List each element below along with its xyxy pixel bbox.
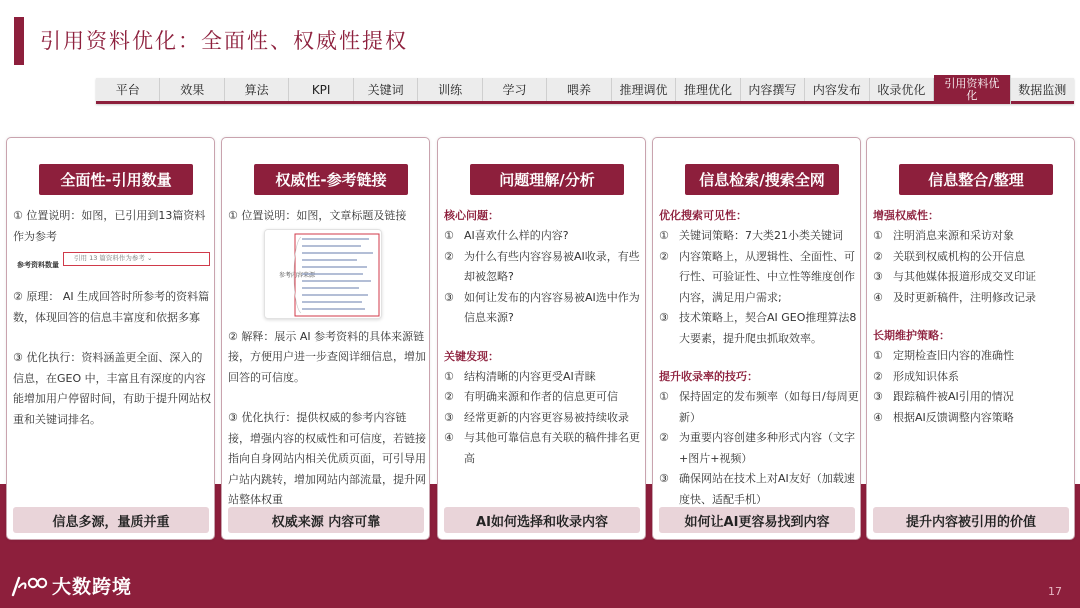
list-item: ② 内容策略上，从逻辑性、全面性、可行性、可验证性、中立性等维度创作内容，满足用户需求; (659, 249, 855, 304)
card-footer: 如何让AI更容易找到内容 (659, 507, 855, 533)
reference-count-label: 参考资料数量 (17, 261, 59, 269)
card-header: 信息整合/整理 (899, 164, 1053, 195)
card-footer: AI如何选择和收录内容 (444, 507, 640, 533)
list-item: ② 有明确来源和作者的信息更可信 (444, 390, 618, 403)
list-item: ① 结构清晰的内容更受AI青睐 (444, 369, 596, 383)
section-title: 增强权威性： (873, 209, 939, 222)
tab-kpi[interactable]: KPI (289, 78, 353, 101)
list-item: ③ 与其他媒体报道形成交叉印证 (873, 270, 1036, 283)
page-title: 引用资料优化：全面性、权威性提权 (40, 29, 408, 53)
section-title: 关键发现： (444, 349, 499, 363)
tab-algorithm[interactable]: 算法 (225, 78, 289, 101)
tab-keywords[interactable]: 关键词 (354, 78, 418, 101)
reference-links-image (265, 230, 382, 319)
card-body (873, 206, 1073, 428)
list-item: ③ 如何让发布的内容容易被AI选中作为信息来源? (444, 290, 640, 324)
reference-count-illustration (13, 249, 213, 269)
card-header: 全面性-引用数量 (39, 164, 193, 195)
card-body (228, 206, 428, 511)
list-item: ③ 跟踪稿件被AI引用的情况 (873, 390, 1014, 403)
tab-learning[interactable]: 学习 (483, 78, 547, 101)
list-item: ② 为重要内容创建多种形式内容（文字+图片+视频） (659, 431, 855, 465)
card-body (444, 206, 644, 469)
paragraph-location: ① 位置说明：如图，文章标题及链接 (228, 209, 407, 222)
paragraph-location: ① 位置说明：如图，已引用到13篇资料作为参考 (13, 209, 206, 243)
paragraph-explanation: ② 解释：展示 AI 参考资料的具体来源链接，方便用户进一步查阅详细信息，增加回答的可信度。 (228, 329, 426, 384)
brand-mark-icon (10, 573, 48, 599)
list-item: ③ 技术策略上，契合AI GEO推理算法8大要素，提升爬虫抓取效率。 (659, 311, 857, 345)
tab-data-monitoring[interactable]: 数据监测 (1018, 83, 1067, 97)
tab-feeding[interactable]: 喂养 (547, 78, 611, 101)
card-footer: 权威来源 内容可靠 (228, 507, 424, 533)
list-item: ④ 根据AI反馈调整内容策略 (873, 410, 1014, 424)
section-title: 长期维护策略： (873, 329, 950, 342)
list-item: ① 注明消息来源和采访对象 (873, 229, 1014, 242)
list-item: ② 为什么有些内容容易被AI收录，有些却被忽略? (444, 249, 640, 283)
page-number: 17 (1048, 585, 1062, 598)
tab-training[interactable]: 训练 (418, 78, 482, 101)
tab-content-publishing[interactable]: 内容发布 (805, 78, 869, 101)
reference-links-thumbnail (264, 229, 382, 319)
title-accent-bar (14, 17, 24, 65)
tab-inference-optimization[interactable]: 推理优化 (676, 78, 740, 101)
list-item: ① 定期检查旧内容的准确性 (873, 349, 1014, 362)
tab-inference-tuning[interactable]: 推理调优 (612, 78, 676, 101)
list-item: ② 关联到权威机构的公开信息 (873, 249, 1025, 263)
list-item: ① AI喜欢什么样的内容? (444, 229, 569, 242)
reference-count-box: 引用 13 篇资料作为参考 ⌄ (63, 252, 210, 266)
card-information-retrieval (652, 137, 861, 540)
list-item: ③ 经常更新的内容更容易被持续收录 (444, 410, 629, 424)
card-question-analysis (437, 137, 646, 540)
list-item: ① 关键词策略：7大类21小类关键词 (659, 229, 843, 242)
category-tab-bar (96, 78, 1074, 104)
section-title: 优化搜索可见性： (659, 209, 747, 222)
section-title: 提升收录率的技巧： (659, 370, 758, 383)
card-header: 问题理解/分析 (470, 164, 624, 195)
card-comprehensiveness (6, 137, 215, 540)
tab-citation-optimization[interactable]: 引用资料优化 (934, 75, 1010, 104)
paragraph-execution: ③ 优化执行：提供权威的参考内容链接，增强内容的权威性和可信度，若链接指向自身网站内相关优质页面，可引导用户站内跳转，增加网站内部流量，提升网站整体权重 (228, 411, 426, 506)
list-item: ③ 确保网站在技术上对AI友好（加载速度快、适配手机） (659, 472, 855, 506)
tab-platform[interactable]: 平台 (96, 78, 160, 101)
tab-indexing-optimization[interactable]: 收录优化 (870, 78, 934, 101)
card-information-integration (866, 137, 1075, 540)
paragraph-execution: ③ 优化执行：资料涵盖更全面、深入的信息，在GEO 中，丰富且有深度的内容能增加用户停留时间，有助于提升网站权重和关键词排名。 (13, 351, 211, 426)
list-item: ① 保持固定的发布频率（如每日/每周更新） (659, 390, 859, 424)
thumbnail-label: 参考内容来源 (279, 272, 316, 279)
section-title: 核心问题： (444, 209, 499, 222)
card-footer: 信息多源，量质并重 (13, 507, 209, 533)
card-header: 信息检索/搜索全网 (685, 164, 839, 195)
card-footer: 提升内容被引用的价值 (873, 507, 1069, 533)
tab-content-writing[interactable]: 内容撰写 (741, 78, 805, 101)
card-header: 权威性-参考链接 (254, 164, 408, 195)
brand-name: 大数跨境 (52, 576, 133, 598)
tab-effect[interactable]: 效果 (160, 78, 224, 101)
card-body (659, 206, 859, 510)
brand-logo (10, 572, 132, 599)
list-item: ④ 及时更新稿件，注明修改记录 (873, 290, 1036, 304)
card-body (13, 206, 213, 430)
list-item: ② 形成知识体系 (873, 369, 959, 383)
card-authority (221, 137, 430, 540)
list-item: ④ 与其他可靠信息有关联的稿件排名更高 (444, 431, 640, 465)
paragraph-principle: ② 原理： AI 生成回答时所参考的资料篇数，体现回答的信息丰富度和依据多寡 (13, 290, 210, 324)
